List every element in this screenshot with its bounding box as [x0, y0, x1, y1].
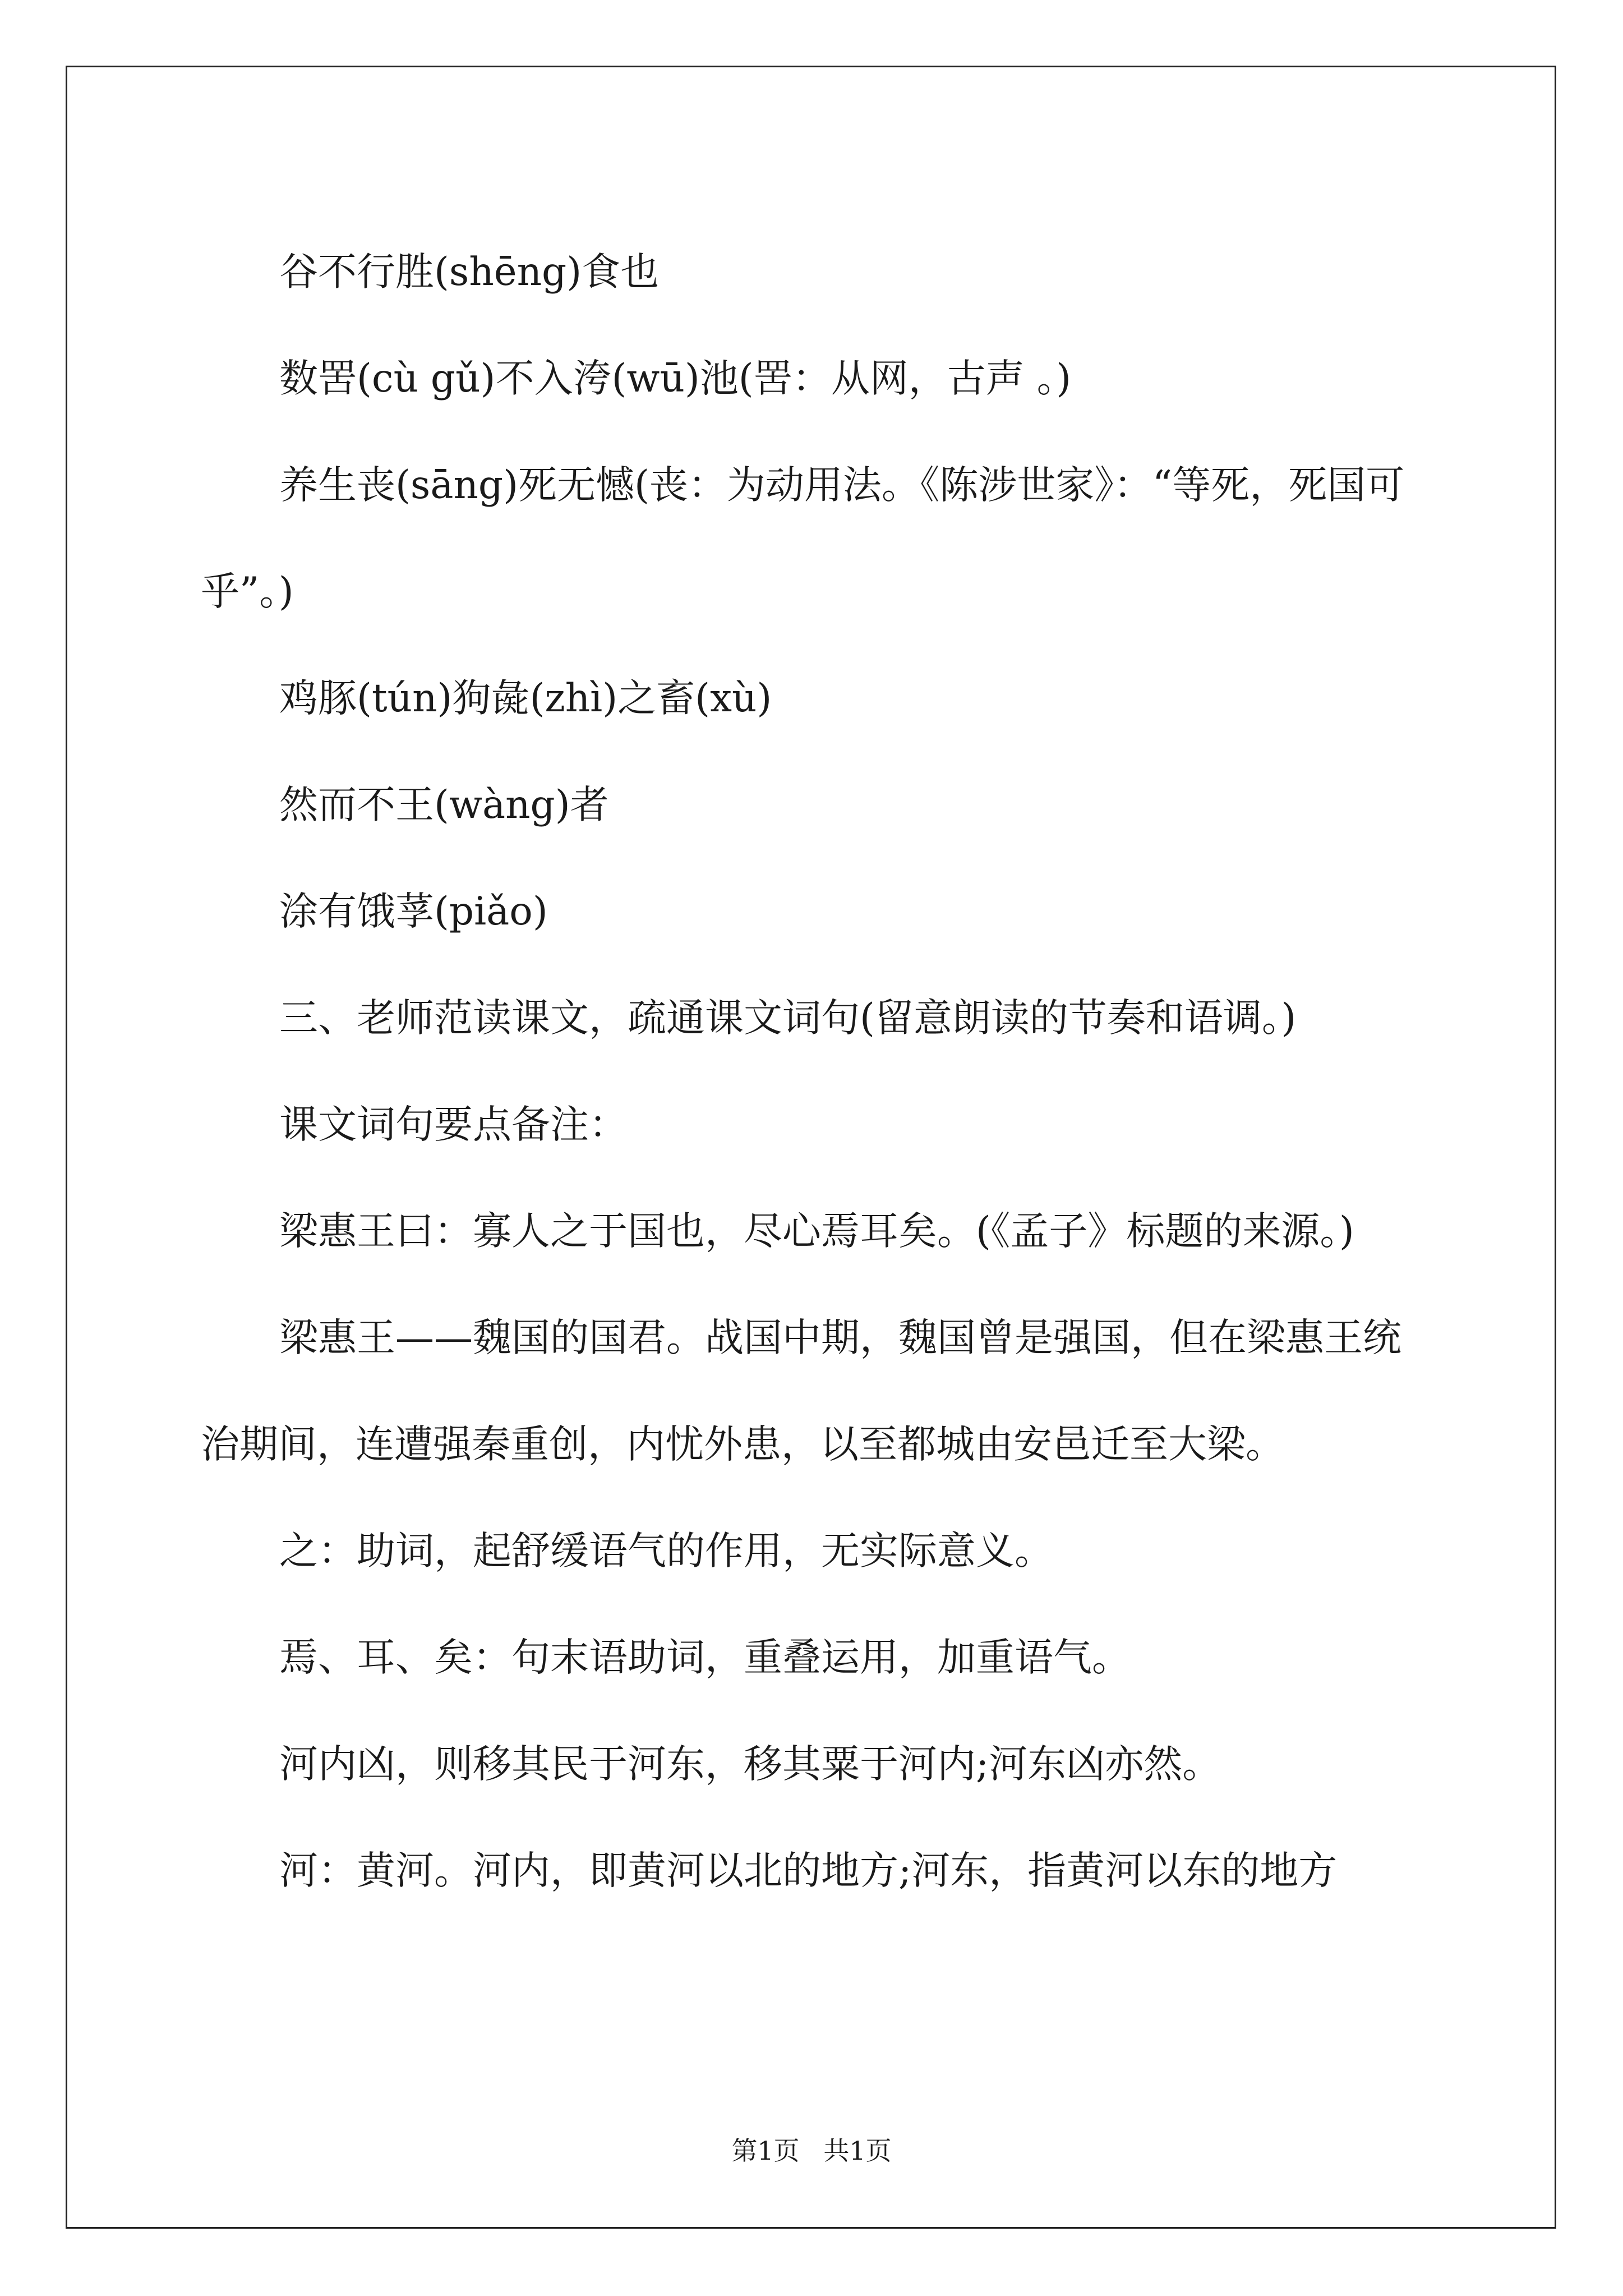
- paragraph: 然而不王(wàng)者: [279, 783, 609, 827]
- paragraph: 养生丧(sāng)死无憾(丧：为动用法。《陈涉世家》：“等死，死国可乎”。): [201, 463, 1405, 614]
- paragraph: 河内凶，则移其民于河东，移其粟于河内;河东凶亦然。: [279, 1742, 1221, 1787]
- paragraph: 梁惠王曰：寡人之于国也，尽心焉耳矣。(《孟子》标题的来源。): [279, 1209, 1354, 1254]
- paragraph: 鸡豚(tún)狗彘(zhì)之畜(xù): [279, 676, 772, 721]
- page-footer: [0, 2131, 1623, 2168]
- paragraph: 数罟(cù gǔ)不入洿(wū)池(罟：从网，古声 。): [279, 356, 1072, 401]
- paragraph: 之：助词，起舒缓语气的作用，无实际意义。: [279, 1529, 1053, 1573]
- page-number: 第1页: [731, 2136, 800, 2166]
- paragraph: 涂有饿莩(piǎo): [279, 889, 548, 934]
- page-total: 共1页: [823, 2136, 892, 2166]
- paragraph: 谷不行胜(shēng)食也: [279, 250, 660, 295]
- document-body: [201, 219, 1429, 1924]
- section-heading: 三、老师范读课文，疏通课文词句(留意朗读的节奏和语调。): [279, 996, 1297, 1041]
- paragraph: 河：黄河。河内，即黄河以北的地方;河东，指黄河以东的地方: [279, 1848, 1338, 1893]
- paragraph: 焉、耳、矣：句末语助词，重叠运用，加重语气。: [279, 1635, 1131, 1680]
- paragraph: 梁惠王——魏国的国君。战国中期，魏国曾是强国，但在梁惠王统治期间，连遭强秦重创，内忧外患，以至都城由安邑迁至大梁。: [201, 1315, 1401, 1467]
- paragraph: 课文词句要点备注：: [279, 1102, 628, 1147]
